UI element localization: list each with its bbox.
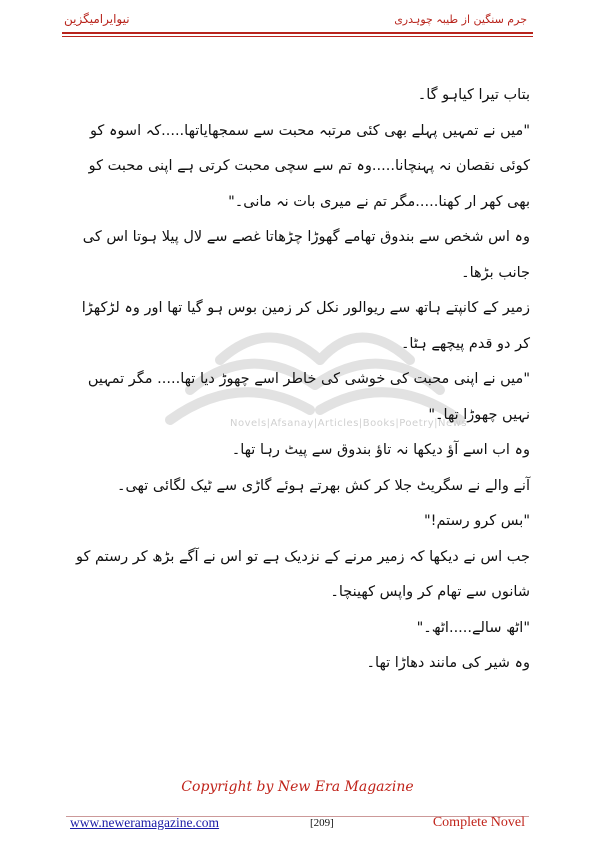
paragraph: "اٹھ سالے.....اٹھ۔" (416, 619, 530, 636)
page-header (0, 0, 595, 40)
paragraph: وہ اب اسے آؤ دیکھا نہ تاؤ بندوق سے پیٹ رہا تھا۔ (231, 442, 530, 458)
page-number: [209] (310, 817, 334, 829)
novel-type-label: Complete Novel (432, 815, 525, 830)
website-link[interactable]: www.neweramagazine.com (70, 815, 220, 830)
paragraph: زمیر کے کانپتے ہاتھ سے ریوالور نکل کر زمین بوس ہو گیا تھا اور وہ لڑکھڑا کر دو قدم پیچھے ہٹا۔ (81, 300, 530, 352)
page-footer (66, 816, 529, 835)
header-rule (62, 32, 533, 34)
copyright-notice: Copyright by New Era Magazine (181, 779, 414, 795)
magazine-name: نیوایرامیگزین (64, 12, 130, 26)
novel-title: جرم سنگین از طیبہ چوہدری (394, 13, 527, 26)
paragraph: وہ اس شخص سے بندوق تھامے گھوڑا چڑھاتا غصے سے لال پیلا ہوتا اس کی جانب بڑھا۔ (82, 229, 530, 281)
article-body (72, 78, 530, 682)
paragraph: آنے والے نے سگریٹ جلا کر کش بھرتے ہوئے گاڑی سے ٹیک لگائی تھی۔ (116, 477, 530, 494)
paragraph: "بس کرو رستم!" (424, 513, 530, 529)
paragraph: بتاب تیرا کیاہو گا۔ (417, 87, 530, 103)
paragraph: جب اس نے دیکھا کہ زمیر مرنے کے نزدیک ہے تو اس نے آگے بڑھ کر رستم کو شانوں سے تھام کر واپس کھینچا۔ (75, 548, 530, 600)
paragraph: "میں نے اپنی محبت کی خوشی کی خاطر اسے چھوڑ دیا تھا..... مگر تمہیں نہیں چھوڑا تھا۔" (87, 371, 530, 423)
paragraph: وہ شیر کی مانند دھاڑا تھا۔ (366, 655, 530, 671)
watermark-text: Novels|Afsanay|Articles|Books|Poetry|News (230, 418, 468, 429)
header-rule-thin (62, 36, 533, 37)
paragraph: "میں نے تمہیں پہلے بھی کئی مرتبہ محبت سے سمجھایاتھا.....کہ اسوہ کو کوئی نقصان نہ پہنچانا.....وہ تم سے سچی محبت کرتی ہے اپنی محبت کو بھی کھر ار کھنا.....مگر تم نے میری بات نہ مانی۔" (88, 122, 530, 210)
